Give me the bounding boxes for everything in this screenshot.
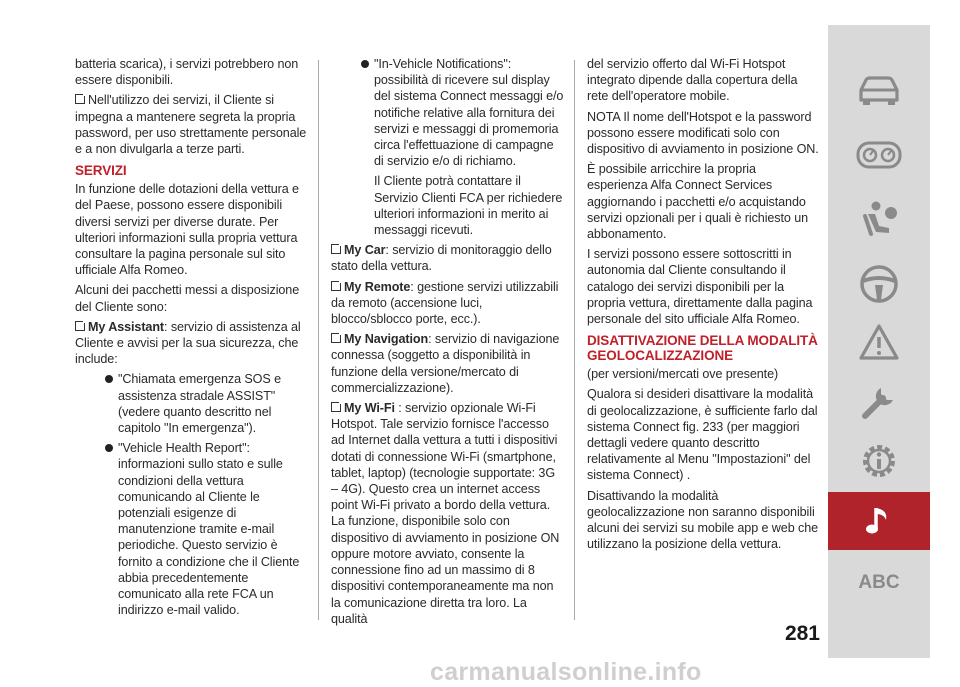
paragraph: batteria scarica), i servizi potrebbero non essere disponibili. — [75, 57, 299, 88]
paragraph: Alcuni dei pacchetti messi a disposizione del Cliente sono: — [75, 283, 300, 314]
paragraph: Il Cliente potrà contattare il Servizio Clienti FCA per richiedere ulteriori informazioni in merito ai messaggi ricevuti. — [374, 174, 563, 238]
paragraph: È possibile arricchire la propria esperienza Alfa Connect Services aggiornando i pacchetti e/o acquistando servizi opzionali per i quali è richiesto un abbonamento. — [587, 162, 809, 242]
checkbox-bullet-icon — [75, 321, 85, 331]
steering-wheel-icon[interactable] — [828, 257, 930, 311]
list-item-my-assistant: My Assistant: servizio di assistenza al Cliente e avvisi per la sua sicurezza, che include: — [75, 319, 301, 367]
car-icon[interactable] — [828, 65, 930, 115]
watermark: carmanualsonline.info — [430, 658, 702, 686]
info-gear-icon[interactable] — [828, 433, 930, 489]
abc-index-label[interactable]: ABC — [858, 572, 900, 593]
warning-triangle-icon[interactable] — [828, 315, 930, 369]
paragraph: NOTA Il nome dell'Hotspot e la password possono essere modificati solo con dispositivo di avviamento in posizione ON. — [587, 109, 819, 157]
wrench-icon[interactable] — [828, 375, 930, 429]
multimedia-music-note-icon[interactable] — [828, 492, 930, 550]
chapter-sidebar — [828, 25, 930, 658]
paragraph: (per versioni/mercati ove presente) — [587, 367, 779, 382]
column-divider — [574, 60, 575, 620]
paragraph: In funzione delle dotazioni della vettura e del Paese, possono essere disponibili diversi servizi per diverse durate. Per ulteriori informazioni sulla propria vettura consultare la pagina personale sul sito ufficiale Alfa Romeo. — [75, 182, 299, 278]
checkbox-bullet-icon — [331, 402, 341, 412]
section-heading: DISATTIVAZIONE DELLA MODALITÀ GEOLOCALIZZAZIONE — [587, 333, 818, 364]
list-item-my-navigation: My Navigation: servizio di navigazione connessa (soggetto a disponibilità in funzione della versione/mercato di commercializzazione). — [331, 332, 560, 395]
list-item: Nell'utilizzo dei servizi, il Cliente si impegna a mantenere segreta la propria password, per uso strettamente personale e a non divulgarla a terze parti. — [75, 93, 307, 157]
list-item-my-remote: My Remote: gestione servizi utilizzabili da remoto (accensione luci, blocco/sblocco porte, ecc.). — [331, 279, 559, 327]
text-column-2 — [331, 56, 564, 631]
bullet-item: "Chiamata emergenza SOS e assistenza stradale ASSIST" (vedere quanto descritto nel capitolo "In emergenza"). — [103, 371, 309, 436]
paragraph: Qualora si desideri disattivare la modalità di geolocalizzazione, è sufficiente farlo dal sistema Connect fig. 233 (per maggiori dettagli vedere quanto descritto relativamente al Menu "Impostazioni" del sistema Connect) . — [587, 387, 818, 483]
checkbox-bullet-icon — [75, 94, 85, 104]
checkbox-bullet-icon — [331, 244, 341, 254]
checkbox-bullet-icon — [331, 281, 341, 291]
list-item-my-wifi: My Wi-Fi : servizio opzionale Wi-Fi Hotspot. Tale servizio fornisce l'accesso ad Internet dalla vettura a tutti i dispositivi dotati di connessione Wi-Fi (smartphone, tablet, laptop) (tecnologie supportate: 3G – 4G). Questo crea un internet access point Wi-Fi privato a bordo della vettura. La funzione, disponibile solo con dispositivo di avviamento in posizione ON oppure motore avviato, consente la connessione fino ad un massimo di 8 dispositivi contemporaneamente ma non la comunicazione diretta tra loro. La qualità — [331, 401, 560, 626]
bullet-item: "Vehicle Health Report": informazioni sullo stato e sulle condizioni della vettura comunicando al Cliente le potenziali esigenze di manutenzione tramite e-mail periodiche. Questo servizio è fornito a condizione che il Cliente abbia precedentemente comunicato alla rete FCA un indirizzo e-mail valido. — [103, 440, 309, 618]
paragraph: Disattivando la modalità geolocalizzazione non saranno disponibili alcuni dei servizi su mobile app e web che utilizzano la posizione della vettura. — [587, 488, 819, 552]
text-column-3 — [587, 56, 819, 556]
checkbox-bullet-icon — [331, 333, 341, 343]
paragraph: del servizio offerto dal Wi-Fi Hotspot integrato dipende dalla copertura della rete dell'operatore mobile. — [587, 57, 798, 104]
page-number: 281 — [784, 622, 820, 645]
column-divider — [318, 60, 319, 620]
list-item-my-car: My Car: servizio di monitoraggio dello stato della vettura. — [331, 243, 552, 274]
seat-airbag-icon[interactable] — [828, 195, 930, 245]
text-column-1 — [75, 56, 309, 623]
dashboard-gauges-icon[interactable] — [828, 130, 930, 180]
section-heading: SERVIZI — [75, 163, 127, 179]
bullet-item: "In-Vehicle Notifications": possibilità di ricevere sul display del sistema Connect messaggi e/o notifiche relative alla fornitura dei servizi e messaggi di promemoria circa l'effettuazione di campagne di servizio e/o di richiamo. — [359, 56, 564, 169]
paragraph: I servizi possono essere sottoscritti in autonomia dal Cliente consultando il catalogo dei servizi disponibili per la propria vettura, direttamente dalla pagina personale del sito ufficiale Alfa Romeo. — [587, 247, 813, 327]
